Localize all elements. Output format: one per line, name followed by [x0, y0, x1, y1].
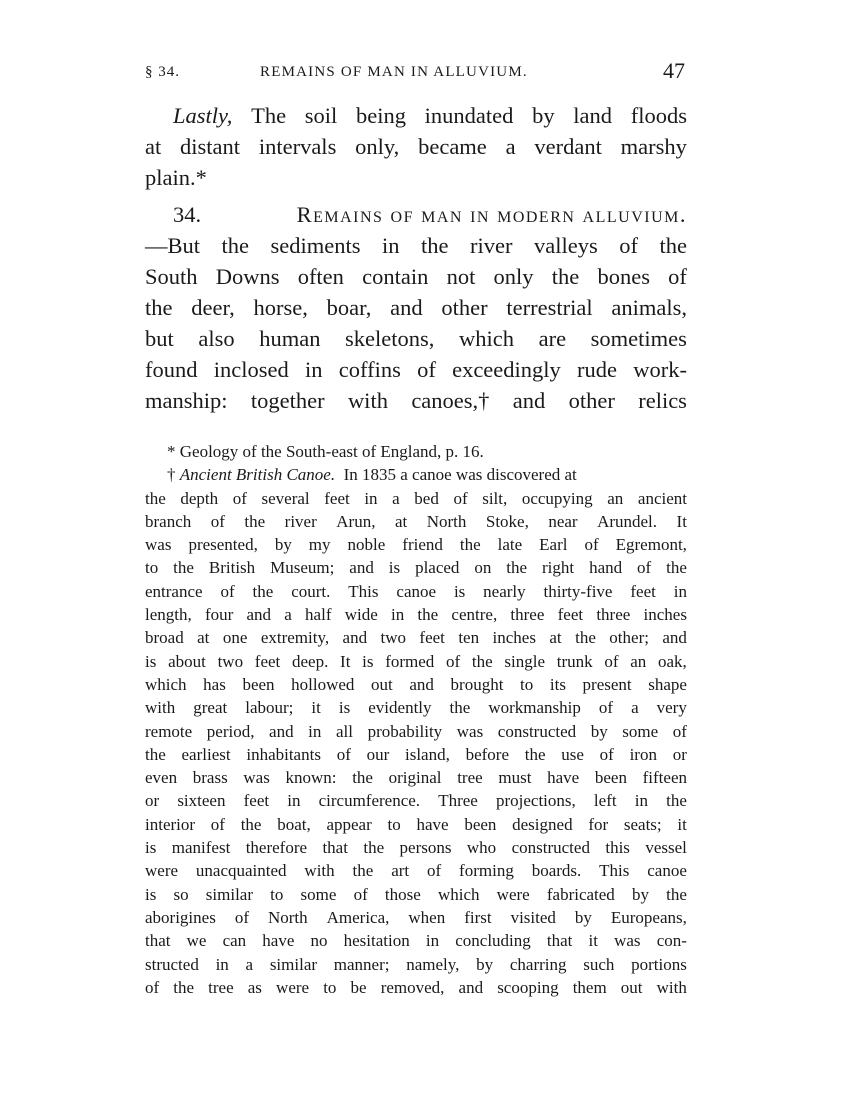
main-text	[145, 100, 687, 416]
footnote-line: of the tree as were to be removed, and scooping them out with	[145, 977, 687, 997]
footnote-line: is about two feet deep. It is formed of the single trunk of an oak,	[145, 651, 687, 671]
text-line: plain.*	[145, 165, 207, 190]
text-line: but also human skeletons, which are sometimes	[145, 326, 687, 351]
footnote-line: which has been hollowed out and brought to its present shape	[145, 674, 687, 694]
footnote-line: even brass was known: the original tree must have been fifteen	[145, 768, 687, 788]
text-line: found inclosed in coffins of exceedingly rude work-	[145, 357, 687, 382]
footnote-line: interior of the boat, appear to have been designed for seats; it	[145, 814, 687, 834]
footnote-line: length, four and a half wide in the centre, three feet three inches	[145, 605, 687, 625]
running-head	[145, 58, 685, 90]
footnote-2-title: Ancient British Canoe.	[179, 465, 336, 485]
footnote-2-first-line	[145, 463, 687, 486]
footnote-line: structed in a similar manner; namely, by charring such portions	[145, 954, 687, 974]
footnote-line: broad at one extremity, and two feet ten inches at the other; and	[145, 628, 687, 648]
footnote-2-body	[145, 487, 687, 1000]
section-marker: § 34.	[145, 64, 180, 80]
footnote-line: the earliest inhabitants of our island, before the use of iron or	[145, 744, 687, 764]
footnote-line: entrance of the court. This canoe is nearly thirty-five feet in	[145, 581, 687, 601]
text-line: manship: together with canoes,† and other relics	[145, 388, 687, 413]
text-line: Lastly, The soil being inundated by land floods	[173, 103, 687, 128]
footnote-line: that we can have no hesitation in concluding that it was con-	[145, 931, 687, 951]
footnote-line: were unacquainted with the art of forming boards. This canoe	[145, 861, 687, 881]
dagger-mark: †	[167, 465, 176, 485]
page-number: 47	[663, 58, 685, 83]
footnote-line: branch of the river Arun, at North Stoke, near Arundel. It	[145, 511, 687, 531]
section-heading	[145, 199, 687, 230]
section-heading-text: Remains of man in modern alluvium.	[296, 202, 687, 227]
running-title: REMAINS OF MAN IN ALLUVIUM.	[260, 64, 528, 80]
footnote-line: to the British Museum; and is placed on the right hand of the	[145, 558, 687, 578]
footnote-line: aborigines of North America, when first visited by Europeans,	[145, 907, 687, 927]
text-line: at distant intervals only, became a verdant marshy	[145, 134, 687, 159]
text-line: the deer, horse, boar, and other terrestrial animals,	[145, 295, 687, 320]
text-line: —But the sediments in the river valleys of the	[145, 233, 687, 258]
text-line: South Downs often contain not only the bones of	[145, 264, 687, 289]
footnotes	[145, 440, 687, 999]
footnote-line: the depth of several feet in a bed of silt, occupying an ancient	[145, 488, 687, 508]
footnote-line: or sixteen feet in circumference. Three projections, left in the	[145, 791, 687, 811]
footnote-1: * Geology of the South-east of England, p. 16.	[167, 442, 484, 461]
section-heading-number: 34.	[173, 202, 202, 227]
footnote-2-first-text: In 1835 a canoe was discovered at	[343, 465, 577, 485]
footnote-line: was presented, by my noble friend the late Earl of Egremont,	[145, 535, 687, 555]
footnote-line: is so similar to some of those which were fabricated by the	[145, 884, 687, 904]
footnote-line: remote period, and in all probability was constructed by some of	[145, 721, 687, 741]
footnote-line: is manifest therefore that the persons who constructed this vessel	[145, 838, 687, 858]
footnote-line: with great labour; it is evidently the workmanship of a very	[145, 698, 687, 718]
